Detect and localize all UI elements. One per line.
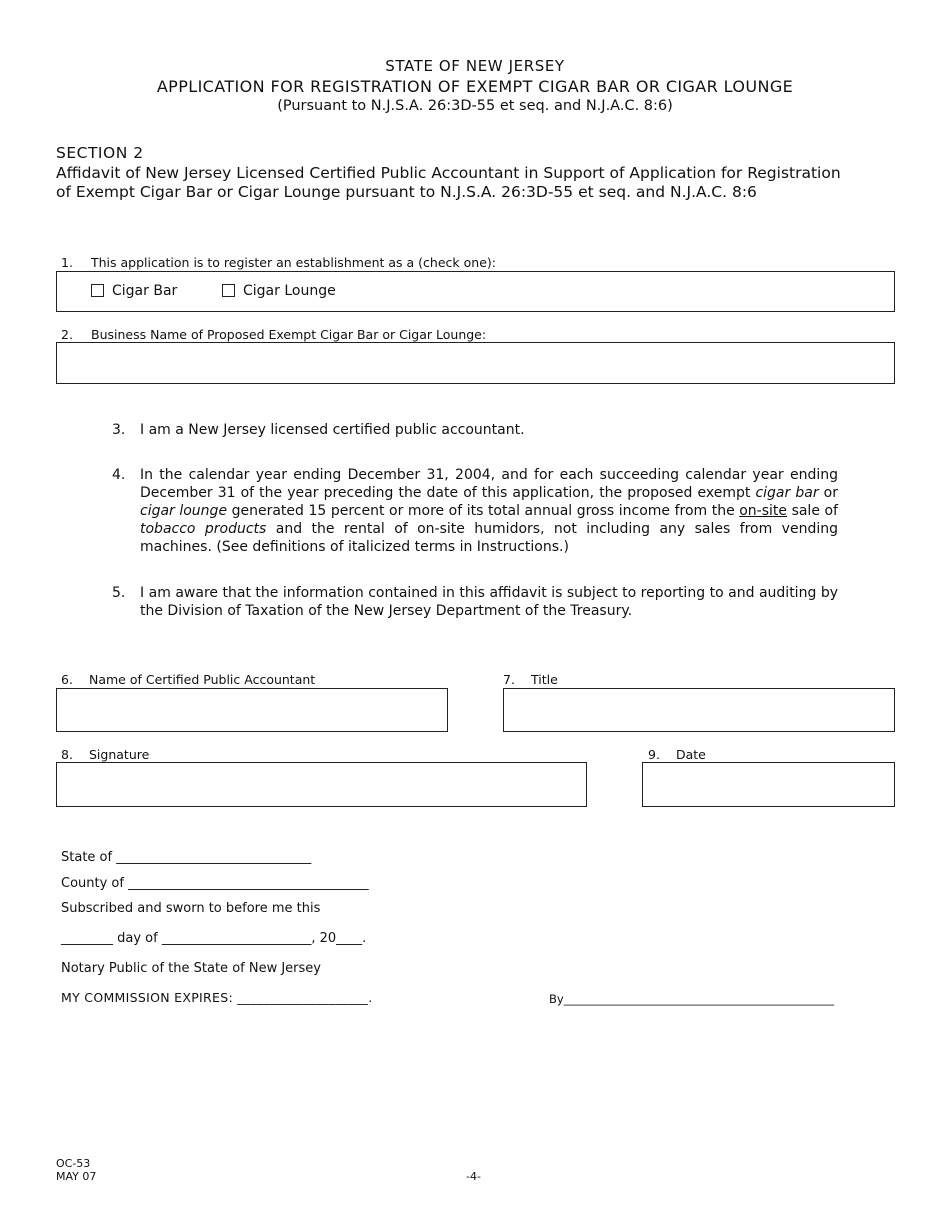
affidavit-heading (56, 164, 901, 202)
notary-state: State of ______________________________ (61, 850, 312, 865)
cigar-lounge-checkbox[interactable] (222, 284, 235, 297)
cigar-bar-option[interactable] (91, 283, 177, 299)
item3-number: 3. (112, 422, 126, 438)
f6-label: Name of Certified Public Accountant (89, 672, 316, 687)
cigar-lounge-label: Cigar Lounge (243, 283, 336, 299)
f6-number: 6. (61, 672, 73, 687)
item4-cigar-bar-term: cigar bar (755, 485, 819, 501)
item5-number: 5. (112, 585, 126, 601)
f7-label: Title (531, 672, 558, 687)
affidavit-heading-line2: of Exempt Cigar Bar or Cigar Lounge pursuant to N.J.S.A. 26:3D-55 et seq. and N.J.A.C. 8:6 (56, 183, 757, 201)
q1-number: 1. (61, 255, 73, 270)
page-number: -4- (466, 1170, 481, 1183)
header-statute: (Pursuant to N.J.S.A. 26:3D-55 et seq. and N.J.A.C. 8:6) (277, 98, 673, 114)
form-code: OC-53 (56, 1157, 91, 1170)
title-field[interactable] (503, 688, 895, 732)
section-title: SECTION 2 (56, 144, 144, 162)
notary-county: County of _____________________________________ (61, 876, 369, 891)
business-name-field[interactable] (56, 342, 895, 384)
item4-part-b: generated 15 percent or more of its total annual gross income from the (227, 503, 740, 519)
notary-public: Notary Public of the State of New Jersey (61, 961, 321, 976)
item4-onsite-term: on-site (739, 503, 788, 519)
header-state: STATE OF NEW JERSEY (385, 57, 565, 75)
item4-tobacco-term: tobacco products (140, 521, 267, 537)
cpa-name-field[interactable] (56, 688, 448, 732)
q2-number: 2. (61, 327, 73, 342)
f9-number: 9. (648, 747, 660, 762)
item4-part-a: In the calendar year ending December 31, 2004, and for each succeeding calendar year ending December 31 of the year preceding the date of this application, the proposed exempt (140, 467, 838, 501)
establishment-type-box (56, 271, 895, 312)
notary-commission: MY COMMISSION EXPIRES: ____________________. (61, 990, 373, 1005)
date-field[interactable] (642, 762, 895, 807)
cigar-bar-checkbox[interactable] (91, 284, 104, 297)
item4-or: or (818, 485, 838, 501)
f7-number: 7. (503, 672, 515, 687)
item4-cigar-lounge-term: cigar lounge (140, 503, 228, 519)
item3-text: I am a New Jersey licensed certified public accountant. (140, 422, 525, 438)
item5-text: I am aware that the information contained in this affidavit is subject to reporting to and auditing by the Division of Taxation of the New Jersey Department of the Treasury. (140, 585, 838, 619)
item4-text (140, 466, 838, 556)
q1-label: This application is to register an establishment as a (check one): (91, 255, 496, 270)
form-date: MAY 07 (56, 1170, 97, 1183)
f9-label: Date (676, 747, 706, 762)
q2-label: Business Name of Proposed Exempt Cigar Bar or Cigar Lounge: (91, 327, 487, 342)
item4-part-d: and the rental of on-site humidors, not including any sales from vending machines. (See definitions of italicized terms in Instructions.) (140, 521, 838, 555)
header-title: APPLICATION FOR REGISTRATION OF EXEMPT CIGAR BAR OR CIGAR LOUNGE (156, 77, 794, 96)
f8-label: Signature (89, 747, 150, 762)
notary-day: ________ day of _______________________, 20____. (61, 931, 367, 946)
item4-part-c: sale of (787, 503, 838, 519)
affidavit-heading-line1: Affidavit of New Jersey Licensed Certified Public Accountant in Support of Application for Registration (56, 164, 841, 182)
cigar-bar-label: Cigar Bar (112, 283, 178, 299)
notary-sworn: Subscribed and sworn to before me this (61, 901, 321, 916)
f8-number: 8. (61, 747, 73, 762)
signature-field[interactable] (56, 762, 587, 807)
cigar-lounge-option[interactable] (222, 283, 336, 299)
item4-number: 4. (112, 467, 126, 483)
notary-by-line: By_______________________________________________ (549, 992, 834, 1006)
